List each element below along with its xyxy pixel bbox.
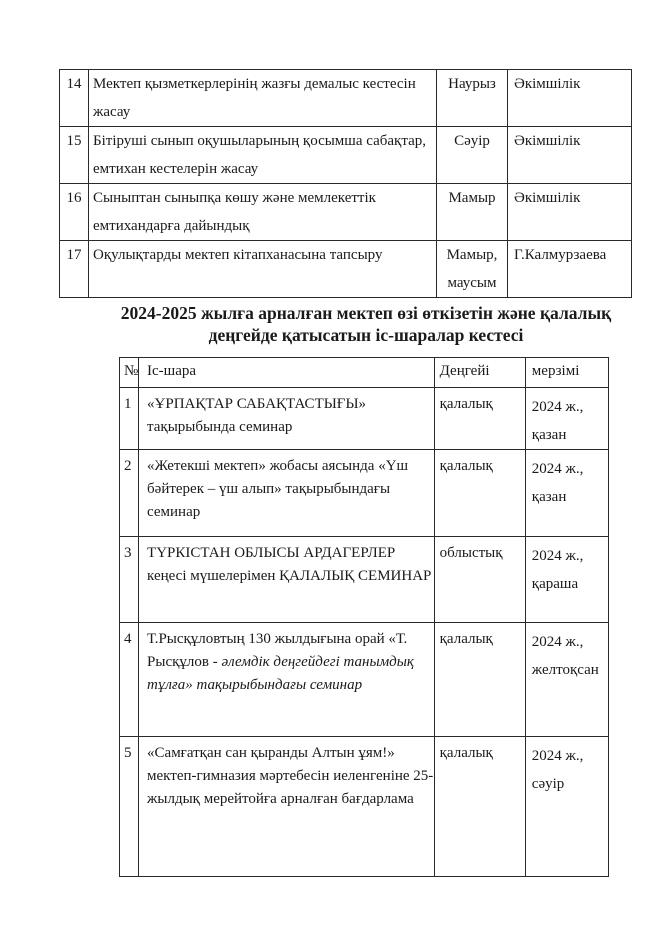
event-text-italic: әлемдік деңгейдегі танымдық тұлға» тақырыбындағы семинар	[147, 654, 414, 693]
header-event: Іс-шара	[139, 358, 435, 388]
month-cell: Наурыз	[437, 70, 508, 127]
level-cell: облыстық	[434, 537, 525, 623]
events-table	[119, 357, 609, 877]
event-cell: ТҮРКІСТАН ОБЛЫСЫ АРДАГЕРЛЕР кеңесі мүшелерімен ҚАЛАЛЫҚ СЕМИНАР	[139, 537, 435, 623]
task-cell: Бітіруші сынып оқушыларының қосымша сабақтар, емтихан кестелерін жасау	[89, 127, 437, 184]
table-row	[120, 450, 609, 537]
date-cell: 2024 ж., сәуір	[525, 737, 608, 877]
plan-table-continued	[59, 69, 632, 298]
header-number: №	[120, 358, 139, 388]
section-heading	[60, 302, 672, 346]
event-cell	[139, 623, 435, 737]
table-row	[60, 184, 632, 241]
header-level: Деңгейі	[434, 358, 525, 388]
header-date: мерзімі	[525, 358, 608, 388]
month-cell: Мамыр, маусым	[437, 241, 508, 298]
date-cell: 2024 ж., қазан	[525, 388, 608, 450]
table-row	[60, 127, 632, 184]
heading-line-2: деңгейде қатысатын іс-шаралар кестесі	[208, 325, 524, 345]
row-number: 1	[120, 388, 139, 450]
level-cell: қалалық	[434, 450, 525, 537]
row-number: 16	[60, 184, 89, 241]
task-cell: Оқулықтарды мектеп кітапханасына тапсыру	[89, 241, 437, 298]
table-row	[120, 388, 609, 450]
date-cell: 2024 ж., қазан	[525, 450, 608, 537]
table-row	[120, 623, 609, 737]
row-number: 2	[120, 450, 139, 537]
month-cell: Сәуір	[437, 127, 508, 184]
table-row	[120, 737, 609, 877]
task-cell: Сыныптан сыныпқа көшу және мемлекеттік емтихандарға дайындық	[89, 184, 437, 241]
event-cell: «Самғатқан сан қыранды Алтын ұям!» мектеп-гимназия мәртебесін иеленгеніне 25- жылдық мерейтойға арналған бағдарлама	[139, 737, 435, 877]
event-cell: «ҰРПАҚТАР САБАҚТАСТЫҒЫ» тақырыбында семинар	[139, 388, 435, 450]
level-cell: қалалық	[434, 388, 525, 450]
month-cell: Мамыр	[437, 184, 508, 241]
responsible-cell: Әкімшілік	[508, 127, 632, 184]
responsible-cell: Әкімшілік	[508, 184, 632, 241]
event-text: Т.Рысқұловтың 130 жылдығына орай «Т. Рысқұлов -	[147, 631, 408, 670]
level-cell: қалалық	[434, 737, 525, 877]
date-cell: 2024 ж., қараша	[525, 537, 608, 623]
row-number: 15	[60, 127, 89, 184]
table-row	[60, 241, 632, 298]
date-cell: 2024 ж., желтоқсан	[525, 623, 608, 737]
responsible-cell: Г.Калмурзаева	[508, 241, 632, 298]
table-row	[60, 70, 632, 127]
table-row	[120, 537, 609, 623]
task-cell: Мектеп қызметкерлерінің жазғы демалыс кестесін жасау	[89, 70, 437, 127]
row-number: 17	[60, 241, 89, 298]
responsible-cell: Әкімшілік	[508, 70, 632, 127]
row-number: 5	[120, 737, 139, 877]
row-number: 4	[120, 623, 139, 737]
table-header-row	[120, 358, 609, 388]
row-number: 14	[60, 70, 89, 127]
heading-line-1: 2024-2025 жылға арналған мектеп өзі өткізетін және қалалық	[120, 303, 612, 323]
row-number: 3	[120, 537, 139, 623]
level-cell: қалалық	[434, 623, 525, 737]
event-cell: «Жетекші мектеп» жобасы аясында «Үш бәйтерек – үш алып» тақырыбындағы семинар	[139, 450, 435, 537]
